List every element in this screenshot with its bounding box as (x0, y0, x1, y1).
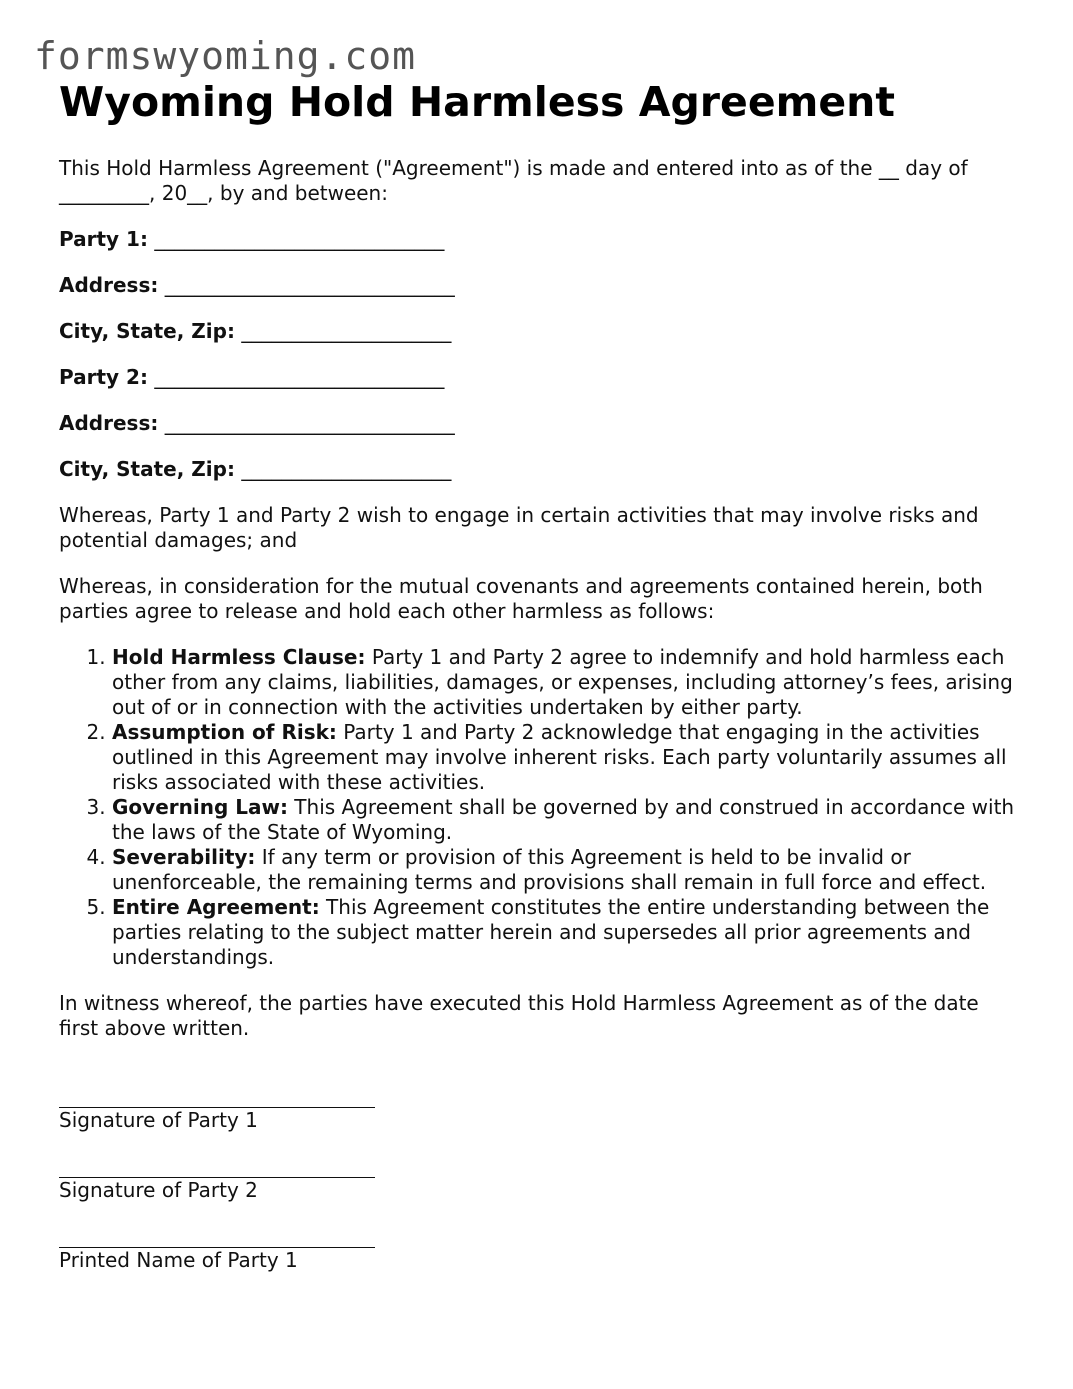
site-watermark: formswyoming.com (34, 34, 417, 78)
party1-city-field (59, 319, 1019, 344)
blank-line: _____________________________ (154, 365, 445, 389)
clause-item (112, 845, 1019, 895)
signature-label: Signature of Party 2 (59, 1178, 258, 1202)
clause-item (112, 795, 1019, 845)
whereas-paragraph-2: Whereas, in consideration for the mutual covenants and agreements contained herein, both parties agree to release and hold each other harmless as follows: (59, 574, 983, 623)
document-page (59, 78, 1019, 1273)
party2-address-field (59, 411, 1019, 436)
intro-paragraph: This Hold Harmless Agreement ("Agreement") is made and entered into as of the __ day of _________, 20__, by and between: (59, 156, 968, 205)
clause-list (59, 645, 1019, 970)
party2-city-field (59, 457, 1019, 482)
clause-text: This Agreement constitutes the entire understanding between the parties relating to the subject matter herein and supersedes all prior agreements and understandings. (112, 895, 990, 969)
whereas-paragraph-1: Whereas, Party 1 and Party 2 wish to engage in certain activities that may involve risks and potential damages; and (59, 503, 979, 552)
clause-item (112, 895, 1019, 970)
signature-block-party1 (59, 1083, 1019, 1133)
clause-heading: Hold Harmless Clause: (112, 645, 366, 669)
clause-heading: Governing Law: (112, 795, 288, 819)
field-label: City, State, Zip: (59, 457, 235, 481)
blank-line: _____________________________ (164, 273, 455, 297)
signature-line (59, 1153, 375, 1178)
blank-line: _____________________ (241, 457, 452, 481)
printed-name-block-party1 (59, 1223, 1019, 1273)
blank-line: _____________________________ (164, 411, 455, 435)
clause-item (112, 645, 1019, 720)
blank-line: _____________________________ (154, 227, 445, 251)
signature-block-party2 (59, 1153, 1019, 1203)
signature-label: Printed Name of Party 1 (59, 1248, 298, 1272)
field-label: Address: (59, 273, 159, 297)
document-title: Wyoming Hold Harmless Agreement (59, 78, 895, 126)
blank-line: _____________________ (241, 319, 452, 343)
field-label: Party 2: (59, 365, 148, 389)
party2-name-field (59, 365, 1019, 390)
signature-label: Signature of Party 1 (59, 1108, 258, 1132)
witness-paragraph: In witness whereof, the parties have executed this Hold Harmless Agreement as of the date first above written. (59, 991, 979, 1040)
party1-name-field (59, 227, 1019, 252)
clause-text: This Agreement shall be governed by and construed in accordance with the laws of the State of Wyoming. (112, 795, 1015, 844)
signature-line (59, 1223, 375, 1248)
clause-text: Party 1 and Party 2 agree to indemnify and hold harmless each other from any claims, liabilities, damages, or expenses, including attorney’s fees, arising out of or in connection with the activities undertaken by either party. (112, 645, 1013, 719)
field-label: City, State, Zip: (59, 319, 235, 343)
clause-heading: Severability: (112, 845, 256, 869)
clause-item (112, 720, 1019, 795)
clause-text: Party 1 and Party 2 acknowledge that engaging in the activities outlined in this Agreement may involve inherent risks. Each party voluntarily assumes all risks associated with these activities. (112, 720, 1007, 794)
field-label: Party 1: (59, 227, 148, 251)
field-label: Address: (59, 411, 159, 435)
clause-heading: Assumption of Risk: (112, 720, 337, 744)
party1-address-field (59, 273, 1019, 298)
clause-heading: Entire Agreement: (112, 895, 320, 919)
clause-text: If any term or provision of this Agreement is held to be invalid or unenforceable, the remaining terms and provisions shall remain in full force and effect. (112, 845, 987, 894)
signature-line (59, 1083, 375, 1108)
